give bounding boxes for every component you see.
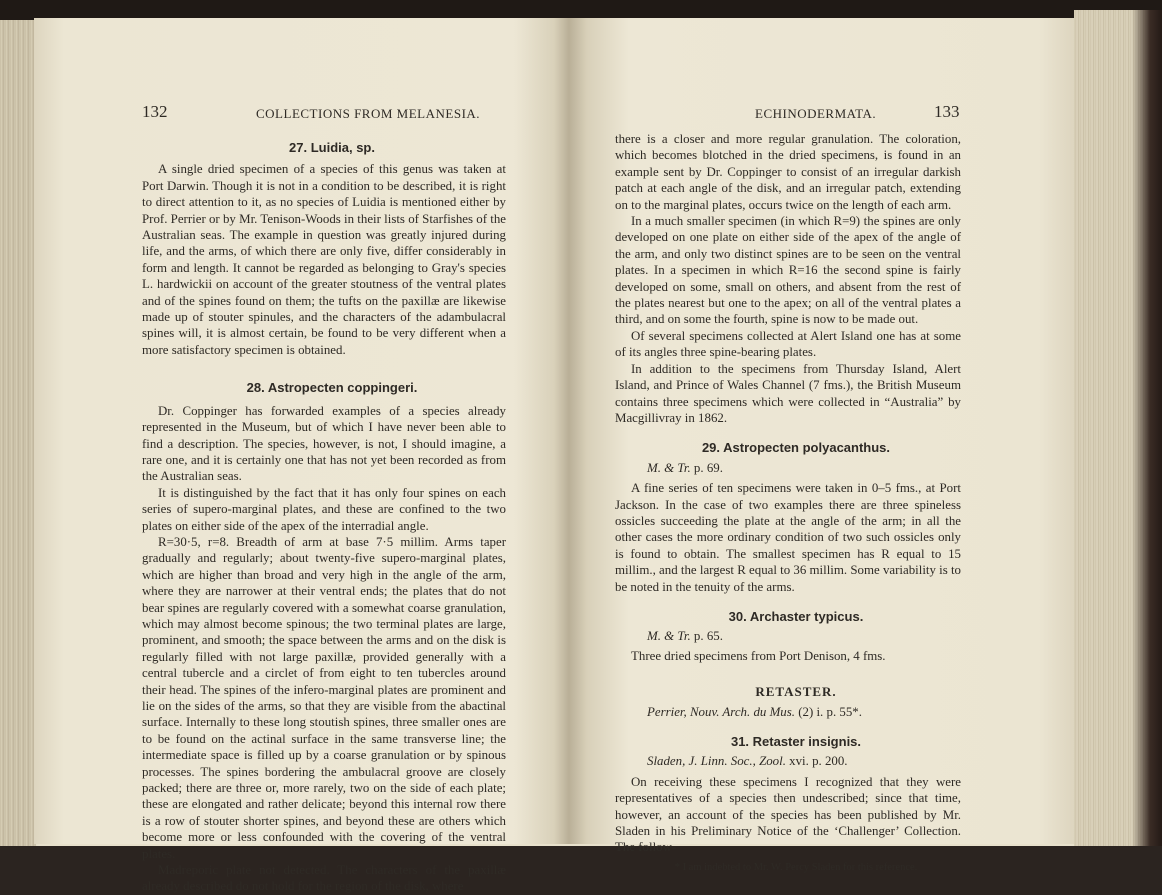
footnote: * I am indebted to Mr. W. Percy Sladen for this reference. <box>674 861 918 873</box>
section-28-paragraph-4: Madreporic plate not detected. The characters of the paxillæ already described do not hold for the region of the disk, where <box>142 863 506 894</box>
right-text-column <box>615 131 961 876</box>
intro-paragraph-2: In a much smaller specimen (in which R=9) the spines are only developed on one plate on either side of the apex of the angle of the arm, and only two distinct spines are to be seen on the ventral plates. In a specimen in which R=16 the second spine is fairly developed on some, small on others, and absent from the rest of the plates nearest but one to the apex; on all of the ventral plates a third, and on some the fourth, spine is now to be made out. <box>615 214 961 327</box>
section-31-ref-page: xvi. p. 200. <box>785 754 848 769</box>
section-30-paragraph: Three dried specimens from Port Denison, 4 fms. <box>631 648 886 663</box>
section-29-ref-page: p. 69. <box>690 460 723 475</box>
section-29-reference <box>615 460 961 476</box>
section-30-ref-page: p. 65. <box>690 629 723 644</box>
section-31-ref-authors: Sladen, J. Linn. Soc., Zool. <box>647 754 786 769</box>
section-28-paragraph-2: It is distinguished by the fact that it has only four spines on each series of supero-marginal plates, and these are confined to the two plates on either side of the apex of the interradial angle. <box>142 485 506 533</box>
right-page-number: 133 <box>934 102 960 121</box>
left-page-edges <box>0 20 36 846</box>
section-30-ref-authors: M. & Tr. <box>647 629 691 644</box>
section-29-ref-authors: M. & Tr. <box>647 460 691 475</box>
left-page-number: 132 <box>142 102 168 121</box>
section-30-title: 30. Archaster typicus. <box>728 608 864 624</box>
intro-paragraph-3: Of several specimens collected at Alert Island one has at some of its angles three spine-bearing plates. <box>615 328 961 360</box>
intro-paragraph-4: In addition to the specimens from Thursday Island, Alert Island, and Prince of Wales Channel (7 fms.), the British Museum contains three specimens which were collected in “Australia” by Macgillivray in 1862. <box>615 361 961 425</box>
genus-reference <box>615 704 961 720</box>
section-27-title: 27. Luidia, sp. <box>289 140 375 155</box>
genus-ref-page: (2) i. p. 55*. <box>795 704 862 719</box>
right-running-head: ECHINODERMATA. <box>755 106 877 121</box>
genus-ref-authors: Perrier, Nouv. Arch. du Mus. <box>647 704 795 719</box>
right-page-edges <box>1074 10 1162 846</box>
left-page <box>34 18 569 894</box>
right-page <box>569 18 1074 873</box>
section-28-paragraph-3: R=30·5, r=8. Breadth of arm at base 7·5 millim. Arms taper gradually and regularly; about twenty-five supero-marginal plates, which are higher than broad and very high in the angle of the arm, where they are narrower at their ventral ends; the plates that do not bear spines are regularly covered with a somewhat coarse granulation, which may almost become spinous; the two terminal plates are large, prominent, and smooth; the space between the arms and on the disk is regularly filled with not large paxillæ, provided generally with a central tubercle and a circlet of from eight to ten tubercles around their head. The spines of the infero-marginal plates are prominent and lie on the sides of the arms, so that they are visible from the abactinal surface. Internally to these long stoutish spines, three smaller ones are to be found on the actinal surface in the same transverse line; the intermediate space is filled up by a coarse granulation or by spinous processes. The spines bordering the ambulacral groove are closely packed; there are three or, more rarely, two on the side of each plate; these are elongated and rather delicate; beyond this internal row there is a row of stouter shorter spines, and beyond these are others which become more or less confounded with the covering of the ventral plates. <box>142 534 506 861</box>
section-31-title: 31. Retaster insignis. <box>730 734 862 749</box>
continued-paragraph: there is a closer and more regular granulation. The coloration, which becomes blotched in the dried specimens, is found in an example sent by Dr. Coppinger to consist of an irregular darkish patch at each angle of the disk, and an irregular patch, extending on to the marginal plates, occurs twice on the length of each arm. <box>615 132 961 212</box>
genus-heading: RETASTER. <box>755 684 837 700</box>
section-30-reference <box>615 628 961 644</box>
section-29-title: 29. Astropecten polyacanthus. <box>701 440 891 456</box>
section-29-paragraph: A fine series of ten specimens were taken in 0–5 fms., at Port Jackson. In the case of two examples there are three spineless ossicles succeeding the plate at the angle of the arm; in all the other cases the more ordinary condition of two such ossicles only is found to obtain. The smallest specimen has R equal to 15 millim., and the largest R equal to 36 millim. Some variability is to be noted in the tenuity of the arms. <box>615 481 961 594</box>
section-31-paragraph: On receiving these specimens I recognized that they were representatives of a species then undescribed; since that time, however, an account of the species has been published by Mr. Sladen in his Preliminary Notice of the ‘Challenger’ Collection. The follow- <box>615 774 961 855</box>
left-text-column <box>142 140 506 895</box>
left-running-head: COLLECTIONS FROM MELANESIA. <box>256 106 481 121</box>
section-28-title: 28. Astropecten coppingeri. <box>246 380 418 396</box>
section-31-reference <box>615 753 961 769</box>
top-shadow <box>0 0 1162 20</box>
section-27-paragraph: A single dried specimen of a species of this genus was taken at Port Darwin. Though it is not in a condition to be described, it is right to direct attention to it, as no species of Luidia is mentioned either by Prof. Perrier or by Mr. Tenison-Woods in their lists of Starfishes of the Australian seas. The example in question was greatly injured during life, and the arms, of which there are only five, differ considerably in form and length. It cannot be regarded as belonging to Gray's species L. hardwickii on account of the greater stoutness of the ventral plates and of the spines found on them; the tufts on the paxillæ are likewise made up of stouter spinules, and the characters of the adambulacral spines will, it is almost certain, be found to be very different when a more satisfactory specimen is obtained. <box>142 162 506 357</box>
section-28-paragraph-1: Dr. Coppinger has forwarded examples of a species already represented in the Museum, but of which I have never been able to find a description. The species, however, is not, I should imagine, a rare one, and it is certainly one that has not yet been recorded as from the Australian seas. <box>142 403 506 484</box>
